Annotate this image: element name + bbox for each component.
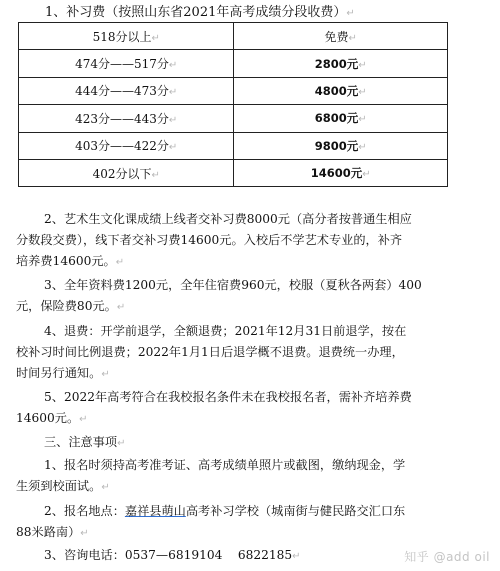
paragraph-mark-icon: ↵ xyxy=(346,8,355,19)
table-row xyxy=(19,23,448,50)
table-cell-fee: 4800元↵ xyxy=(234,77,448,104)
paragraph-mark-icon: ↵ xyxy=(79,414,88,425)
paragraph-mark-icon: ↵ xyxy=(168,87,178,99)
paragraph-mark-icon: ↵ xyxy=(358,114,367,126)
table-cell-range: 403分——422分↵ xyxy=(19,132,234,159)
table-cell-range: 423分——443分↵ xyxy=(19,105,234,132)
table-cell-range: 402分以下↵ xyxy=(19,159,234,186)
paragraph-mark-icon: ↵ xyxy=(115,257,125,268)
table-cell-fee: 6800元↵ xyxy=(234,105,448,132)
paragraph-mark-icon: ↵ xyxy=(151,32,160,44)
table-cell-range: 518分以上↵ xyxy=(19,23,234,50)
paragraph-mark-icon: ↵ xyxy=(101,369,110,380)
paragraph-mark-icon: ↵ xyxy=(362,169,371,181)
table-cell-fee: 9800元↵ xyxy=(234,132,448,159)
paragraph-mark-icon: ↵ xyxy=(168,60,178,72)
zhihu-watermark: 知乎 @add oil xyxy=(404,550,490,564)
table-cell-fee: 免费↵ xyxy=(234,23,448,50)
section-heading-tuition: 1、补习费（按照山东省2021年高考成绩分段收费）↵ xyxy=(45,5,355,20)
paragraph-mark-icon: ↵ xyxy=(168,114,178,126)
paragraph-mark-icon: ↵ xyxy=(358,86,367,98)
paragraph-mark-icon: ↵ xyxy=(101,482,110,493)
paragraph-mark-icon: ↵ xyxy=(358,141,367,153)
paragraph-mark-icon: ↵ xyxy=(116,302,126,313)
paragraph-contact-phone: 3、咨询电话：0537—6819104 6822185↵ xyxy=(44,548,301,562)
paragraph-refund: 4、退费：开学前退学，全额退费；2021年12月31日前退学，按在 校补习时间比例退费；2022年1月1日后退学概不退费。退费统一办理， 时间另行通知。↵ xyxy=(16,324,407,380)
fee-table xyxy=(18,22,448,187)
table-row xyxy=(19,105,448,132)
school-name-link: 嘉祥县萌山 xyxy=(124,504,186,518)
paragraph-registration-location: 2、报名地点：嘉祥县萌山高考补习学校（城南街与健民路交汇口东 88米路南）↵ xyxy=(16,504,406,539)
paragraph-mark-icon: ↵ xyxy=(358,59,367,71)
paragraph-mark-icon: ↵ xyxy=(168,142,178,154)
paragraph-material-fees: 3、全年资料费1200元，全年住宿费960元，校服（夏秋各两套）400 元，保险费80元。↵ xyxy=(16,278,422,313)
paragraph-2022-exam: 5、2022年高考符合在我校报名条件未在我校报名者，需补齐培养费 14600元。↵ xyxy=(16,390,412,425)
paragraph-art-students: 2、艺术生文化课成绩上线者交补习费8000元（高分者按普通生相应 分数段交费），线下者交补习费14600元。入校后不学艺术专业的，补齐 培养费14600元。↵ xyxy=(16,212,412,268)
paragraph-mark-icon: ↵ xyxy=(117,438,126,449)
table-cell-fee: 14600元↵ xyxy=(234,159,448,186)
table-cell-range: 474分——517分↵ xyxy=(19,50,234,77)
section-heading-notes: 三、注意事项↵ xyxy=(44,435,126,449)
paragraph-mark-icon: ↵ xyxy=(151,169,160,181)
paragraph-registration-docs: 1、报名时须持高考准考证、高考成绩单照片或截图，缴纳现金，学 生须到校面试。↵ xyxy=(16,458,406,493)
table-row xyxy=(19,77,448,104)
table-row xyxy=(19,159,448,186)
table-cell-fee: 2800元↵ xyxy=(234,50,448,77)
paragraph-mark-icon: ↵ xyxy=(292,551,301,562)
table-row xyxy=(19,50,448,77)
paragraph-mark-icon: ↵ xyxy=(348,32,357,44)
table-row xyxy=(19,132,448,159)
paragraph-mark-icon: ↵ xyxy=(80,528,89,539)
table-cell-range: 444分——473分↵ xyxy=(19,77,234,104)
